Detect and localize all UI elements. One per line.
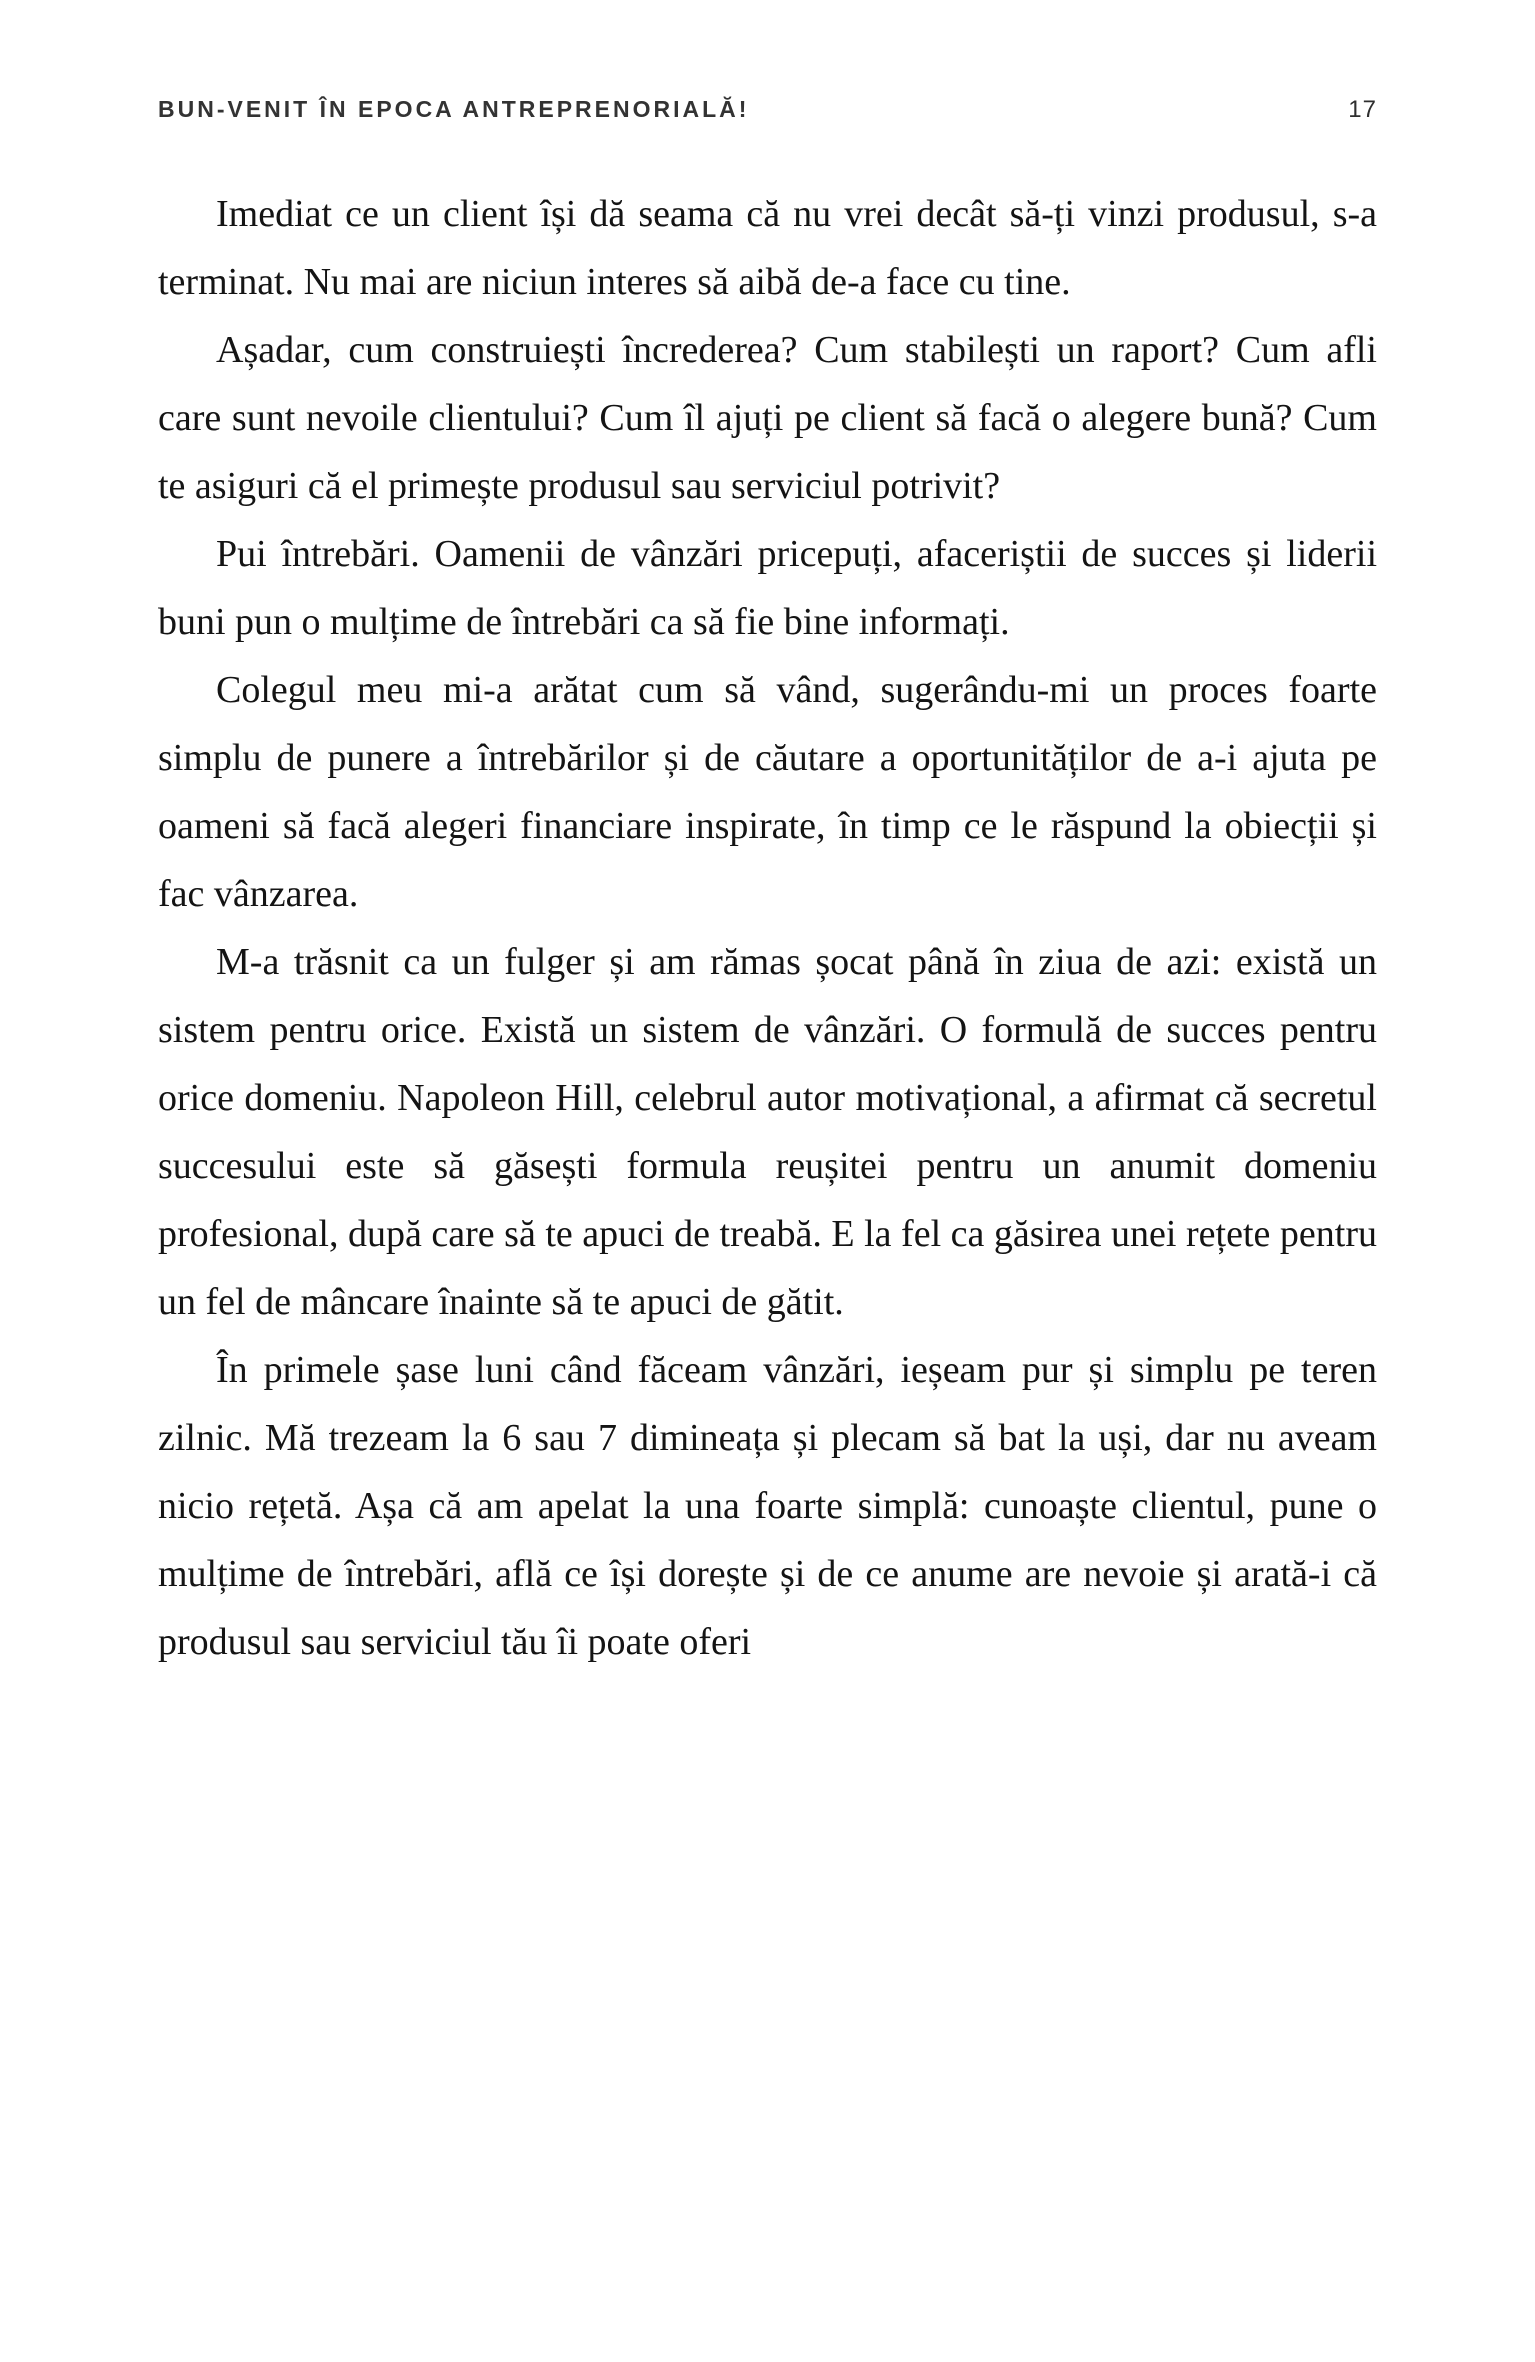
chapter-title: BUN-VENIT ÎN EPOCA ANTREPRENORIALĂ!: [158, 96, 750, 122]
running-header: [0, 0, 1535, 124]
paragraph: Imediat ce un client își dă seama că nu vrei decât să-ți vinzi produsul, s-a terminat. Nu mai are niciun interes să aibă de-a face cu tine.: [158, 193, 1377, 303]
paragraph: Așadar, cum construiești încrederea? Cum stabilești un raport? Cum afli care sunt nevoile clientului? Cum îl ajuți pe client să facă o alegere bună? Cum te asiguri că el primește produsul sau serviciul potrivit?: [158, 329, 1377, 507]
text-body: [0, 124, 1535, 1676]
paragraph: Colegul meu mi-a arătat cum să vând, sugerându-mi un proces foarte simplu de punere a întrebărilor și de căutare a oportunităților de a-i ajuta pe oameni să facă alegeri financiare inspirate, în timp ce le răspund la obiecții și fac vânzarea.: [158, 669, 1377, 915]
paragraph: Pui întrebări. Oamenii de vânzări pricepuți, afaceriștii de succes și liderii buni pun o mulțime de întrebări ca să fie bine informați.: [158, 533, 1377, 643]
paragraph: În primele șase luni când făceam vânzări, ieșeam pur și simplu pe teren zilnic. Mă trezeam la 6 sau 7 dimineața și plecam să bat la uși, dar nu aveam nicio rețetă. Așa că am apelat la una foarte simplă: cunoaște clientul, pune o mulțime de întrebări, află ce își dorește și de ce anume are nevoie și arată-i că produsul sau serviciul tău îi poate oferi: [158, 1349, 1377, 1663]
page-number: 17: [1348, 96, 1377, 123]
paragraph: M-a trăsnit ca un fulger și am rămas șocat până în ziua de azi: există un sistem pentru orice. Există un sistem de vânzări. O formulă de succes pentru orice domeniu. Napoleon Hill, celebrul autor motivațional, a afirmat că secretul succesului este să găsești formula reușitei pentru un anumit domeniu profesional, după care să te apuci de treabă. E la fel ca găsirea unei rețete pentru un fel de mâncare înainte să te apuci de gătit.: [158, 941, 1377, 1323]
